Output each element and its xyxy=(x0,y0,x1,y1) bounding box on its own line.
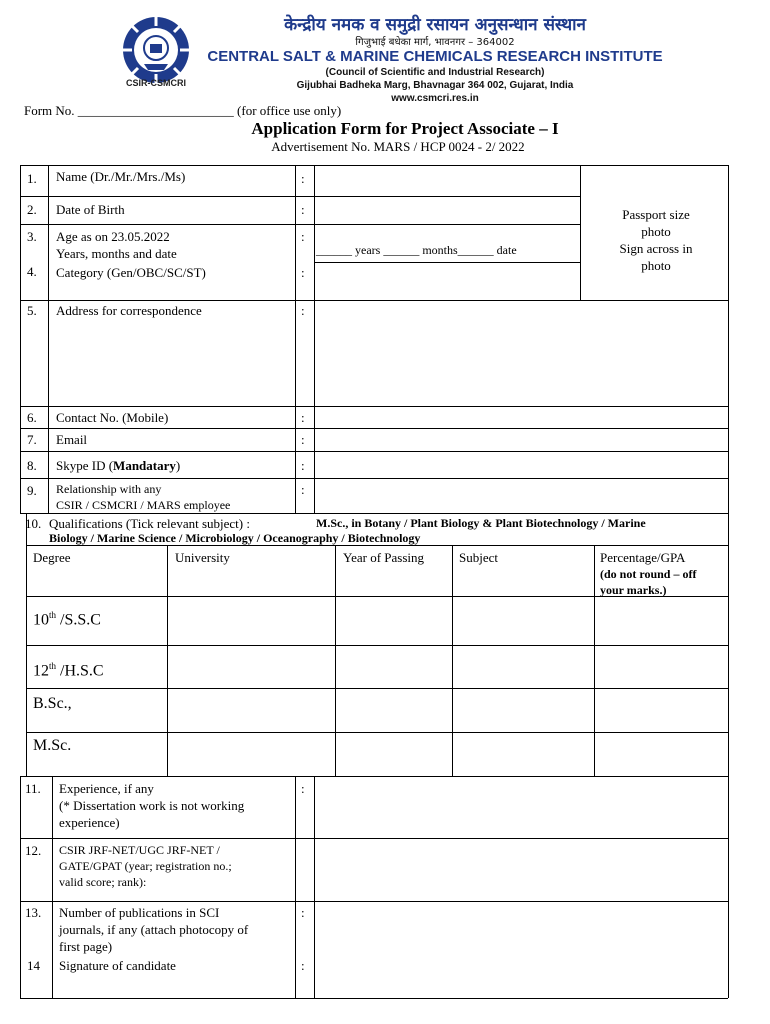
field-number: 6. xyxy=(27,410,37,425)
category-label: Category (Gen/OBC/SC/ST) xyxy=(56,265,206,280)
field-number: 5. xyxy=(27,303,37,318)
photo-instruction: photo xyxy=(641,224,671,239)
address-input[interactable] xyxy=(316,302,726,405)
field-number: 13. xyxy=(25,905,42,920)
field-number: 8. xyxy=(27,458,37,473)
logo-caption: CSIR-CSMCRI xyxy=(126,78,186,88)
bsc-subject-input[interactable] xyxy=(454,690,593,731)
degree-msc: M.Sc. xyxy=(33,737,72,754)
msc-year-input[interactable] xyxy=(337,734,451,775)
msc-subject-input[interactable] xyxy=(454,734,593,775)
field-number: 2. xyxy=(27,202,37,217)
hsc-university-input[interactable] xyxy=(169,647,334,687)
field-number: 11. xyxy=(25,781,41,796)
signature-input[interactable] xyxy=(316,955,726,997)
msc-percentage-input[interactable] xyxy=(596,734,727,775)
age-label: Age as on 23.05.2022 xyxy=(56,229,170,244)
field-number: 14 xyxy=(27,958,40,973)
field-number: 7. xyxy=(27,432,37,447)
qualifications-subjects: M.Sc., in Botany / Plant Biology & Plant Biotechnology / Marine xyxy=(316,516,646,530)
hsc-subject-input[interactable] xyxy=(454,647,593,687)
address-label: Address for correspondence xyxy=(56,303,202,318)
net-gate-label: CSIR JRF-NET/UGC JRF-NET / xyxy=(59,843,220,857)
colon: : xyxy=(301,458,305,473)
skype-label: Skype ID (Mandatary) xyxy=(56,458,181,473)
qualifications-label: Qualifications (Tick relevant subject) : xyxy=(49,516,250,531)
degree-bsc: B.Sc., xyxy=(33,695,72,712)
date-of-birth-input[interactable] xyxy=(316,198,578,223)
photo-instruction: Passport size xyxy=(622,207,690,222)
net-gate-input[interactable] xyxy=(316,840,726,900)
percentage-note: (do not round – off xyxy=(600,567,697,581)
colon: : xyxy=(301,432,305,447)
name-input[interactable] xyxy=(316,167,578,195)
signature-label: Signature of candidate xyxy=(59,958,176,973)
percentage-note-2: your marks.) xyxy=(600,583,667,597)
colon: : xyxy=(301,482,305,497)
field-number: 10. xyxy=(25,516,42,531)
colon: : xyxy=(301,303,305,318)
net-gate-label-2: GATE/GPAT (year; registration no.; xyxy=(59,859,232,873)
email-input[interactable] xyxy=(316,430,726,450)
email-label: Email xyxy=(56,432,88,447)
ssc-subject-input[interactable] xyxy=(454,598,593,644)
experience-input[interactable] xyxy=(316,778,726,837)
field-number: 9. xyxy=(27,483,37,498)
degree-ssc: 10th /S.S.C xyxy=(33,610,101,629)
experience-note: (* Dissertation work is not working xyxy=(59,798,245,813)
publications-label: Number of publications in SCI xyxy=(59,905,220,920)
relationship-label: Relationship with any xyxy=(56,482,162,496)
msc-university-input[interactable] xyxy=(169,734,334,775)
field-number: 12. xyxy=(25,843,42,858)
ssc-university-input[interactable] xyxy=(169,598,334,644)
publications-label-3: first page) xyxy=(59,939,113,954)
subject-header: Subject xyxy=(459,550,498,565)
photo-instruction: Sign across in xyxy=(619,241,693,256)
institute-address: Gijubhai Badheka Marg, Bhavnagar 364 002, Gujarat, India xyxy=(296,80,574,91)
ssc-year-input[interactable] xyxy=(337,598,451,644)
experience-note-2: experience) xyxy=(59,815,120,830)
colon: : xyxy=(301,410,305,425)
qualifications-subjects-2: Biology / Marine Science / Microbiology / Oceanography / Biotechnology xyxy=(49,531,421,545)
relationship-label-2: CSIR / CSMCRI / MARS employee xyxy=(56,498,231,512)
ssc-percentage-input[interactable] xyxy=(596,598,727,644)
category-input[interactable] xyxy=(316,264,578,299)
degree-header: Degree xyxy=(33,550,71,565)
institute-website: www.csmcri.res.in xyxy=(391,93,479,104)
colon: : xyxy=(301,202,305,217)
institute-address-hindi: गिजुभाई बधेका मार्ग, भावनगर – 364002 xyxy=(355,37,515,48)
bsc-year-input[interactable] xyxy=(337,690,451,731)
experience-label: Experience, if any xyxy=(59,781,154,796)
hsc-percentage-input[interactable] xyxy=(596,647,727,687)
colon: : xyxy=(301,229,305,244)
csir-csmcri-logo xyxy=(120,14,192,86)
passport-photo-box xyxy=(583,206,729,274)
relationship-input[interactable] xyxy=(316,480,726,512)
field-number: 1. xyxy=(27,171,37,186)
age-units-label: Years, months and date xyxy=(56,246,177,261)
bsc-university-input[interactable] xyxy=(169,690,334,731)
colon: : xyxy=(301,905,305,920)
name-label: Name (Dr./Mr./Mrs./Ms) xyxy=(56,169,186,184)
field-number: 4. xyxy=(27,264,37,279)
colon: : xyxy=(301,265,305,280)
publications-label-2: journals, if any (attach photocopy of xyxy=(59,922,249,937)
field-number: 3. xyxy=(27,229,37,244)
bsc-percentage-input[interactable] xyxy=(596,690,727,731)
net-gate-label-3: valid score; rank): xyxy=(59,875,147,889)
hsc-year-input[interactable] xyxy=(337,647,451,687)
skype-input[interactable] xyxy=(316,453,726,477)
institute-name-hindi: केन्द्रीय नमक व समुद्री रसायन अनुसन्धान संस्थान xyxy=(284,15,586,35)
colon: : xyxy=(301,781,305,796)
form-number: Form No. ________________________ (for office use only) xyxy=(24,103,342,118)
university-header: University xyxy=(175,550,230,565)
contact-input[interactable] xyxy=(316,408,726,427)
council-name: (Council of Scientific and Industrial Research) xyxy=(325,67,545,78)
date-of-birth-label: Date of Birth xyxy=(56,202,125,217)
percentage-header: Percentage/GPA xyxy=(600,550,686,565)
colon: : xyxy=(301,171,305,186)
photo-instruction: photo xyxy=(641,258,671,273)
age-input[interactable]: ______ years ______ months______ date xyxy=(316,243,517,257)
publications-input[interactable] xyxy=(316,903,726,953)
colon: : xyxy=(301,958,305,973)
institute-name: CENTRAL SALT & MARINE CHEMICALS RESEARCH INSTITUTE xyxy=(207,48,663,65)
contact-label: Contact No. (Mobile) xyxy=(56,410,169,425)
degree-hsc: 12th /H.S.C xyxy=(33,661,104,680)
year-header: Year of Passing xyxy=(343,550,425,565)
advertisement-number: Advertisement No. MARS / HCP 0024 - 2/ 2022 xyxy=(271,139,525,154)
form-title: Application Form for Project Associate – I xyxy=(251,119,559,138)
